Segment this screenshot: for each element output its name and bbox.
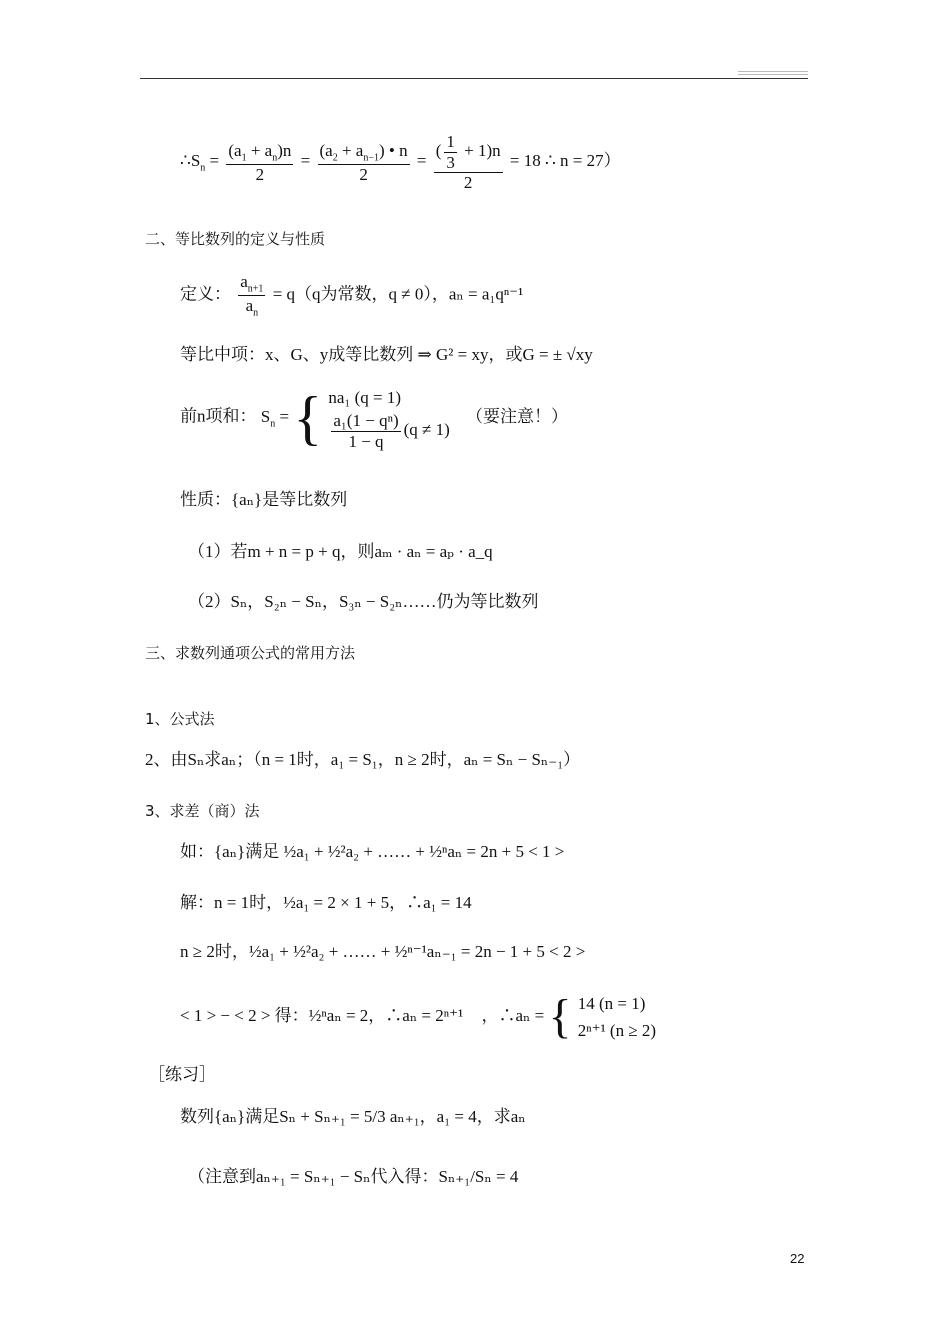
case-q-not-1: (q ≠ 1): [403, 420, 450, 440]
header-mark: [738, 71, 808, 72]
fraction: $\frac{\text{a₁(1 − qⁿ)}}{1 - q}$: [333, 411, 399, 451]
example-line: [180, 842, 564, 862]
property-2: （2）Sₙ，S₂ₙ − Sₙ，S₃ₙ − S₂ₙ……仍为等比数列: [188, 592, 539, 611]
solution-line-3: [180, 990, 656, 1044]
cases: [328, 384, 449, 451]
property-label: 性质：: [180, 490, 231, 509]
solution-result: ，∴aₙ =: [481, 1006, 545, 1026]
header-rule: [140, 78, 808, 79]
practice-hint: （注意到aₙ₊₁ = Sₙ₊₁ − Sₙ代入得：Sₙ₊₁/Sₙ = 4: [188, 1167, 519, 1186]
definition-text: = q（q为常数，q ≠ 0），aₙ = a₁qⁿ⁻¹: [272, 284, 524, 304]
property-text: {aₙ}是等比数列: [231, 490, 348, 509]
definition-line: [180, 272, 523, 319]
case-n-equals-1: 14 (n = 1): [577, 994, 646, 1013]
left-brace: {: [548, 990, 572, 1044]
geometric-mean-line: [180, 345, 593, 365]
header-mark: [738, 74, 808, 75]
solution-line-2: n ≥ 2时，½a₁ + ½²a₂ + …… + ½ⁿ⁻¹aₙ₋₁ = 2n − 1 + 5 < 2 >: [180, 942, 586, 961]
cases: [578, 990, 656, 1044]
fraction: ( $\frac{1}{3}$ + 1)n 2: [435, 132, 501, 193]
case-q-equals-1: na₁ (q = 1): [328, 388, 402, 407]
sum-tail: = 18 ∴ n = 27）: [509, 151, 621, 171]
solution-difference: < 1 > − < 2 > 得：½ⁿaₙ = 2，∴aₙ = 2ⁿ⁺¹: [180, 1006, 464, 1026]
geometric-mean-text: x、G、y成等比数列 ⇒ G² = xy，或G = ± √xy: [265, 345, 593, 364]
section-heading-3: 三、求数列通项公式的常用方法: [145, 644, 356, 662]
property-line: [180, 490, 347, 510]
property-1: （1）若m + n = p + q，则aₘ · aₙ = aₚ · a_q: [188, 542, 493, 561]
fraction: $\frac{(a_1 + a_n)n}{2}$: [228, 140, 292, 184]
solution-line-1: 解：n = 1时，½a₁ = 2 × 1 + 5，∴a₁ = 14: [180, 893, 472, 912]
definition-label: 定义：: [180, 284, 231, 304]
fraction: $\frac{a_{n+1}}{a_n}$: [240, 272, 264, 319]
example-label: 如：: [180, 842, 214, 861]
geometric-mean-label: 等比中项：: [180, 345, 265, 364]
example-text: {aₙ}满足 ½a₁ + ½²a₂ + …… + ½ⁿaₙ = 2n + 5 < 1 >: [214, 842, 565, 861]
fraction: $\frac{(a_2 + a_{n-1}) • n}{2}$: [319, 140, 408, 184]
left-brace: {: [293, 384, 323, 451]
sum-equation: $\therefore S_n$ = $\frac{(a_1 + a_n)n}{2}$ = $\frac{(a_2 + a_{n-1}) • n}{2}$ = ( $\frac{1}{3}$ + 1)n 2 = 18 ∴ n = 27）: [180, 132, 621, 193]
practice-text: 数列{aₙ}满足Sₙ + Sₙ₊₁ = 5/3 aₙ₊₁，a₁ = 4，求aₙ: [180, 1107, 526, 1126]
case-n-ge-2: 2ⁿ⁺¹ (n ≥ 2): [577, 1021, 657, 1041]
page-number: 22: [790, 1251, 805, 1266]
note: （要注意！）: [466, 406, 569, 426]
partial-sum-line: 前n项和： $S_n$ = { na₁ (q = 1) $\frac{\text{a₁(1 − qⁿ)}}{1 - q}$ (q ≠ 1) （要注意！）: [180, 384, 569, 451]
section-heading-2: 二、等比数列的定义与性质: [145, 230, 326, 248]
method-1: 1、公式法: [145, 710, 215, 728]
practice-heading: ［练习］: [148, 1065, 216, 1084]
method-2: 2、由Sₙ求aₙ；（n = 1时，a₁ = S₁，n ≥ 2时，aₙ = Sₙ − Sₙ₋₁）: [145, 750, 581, 769]
method-3: 3、求差（商）法: [145, 802, 260, 820]
partial-sum-label: 前n项和：: [180, 406, 257, 426]
